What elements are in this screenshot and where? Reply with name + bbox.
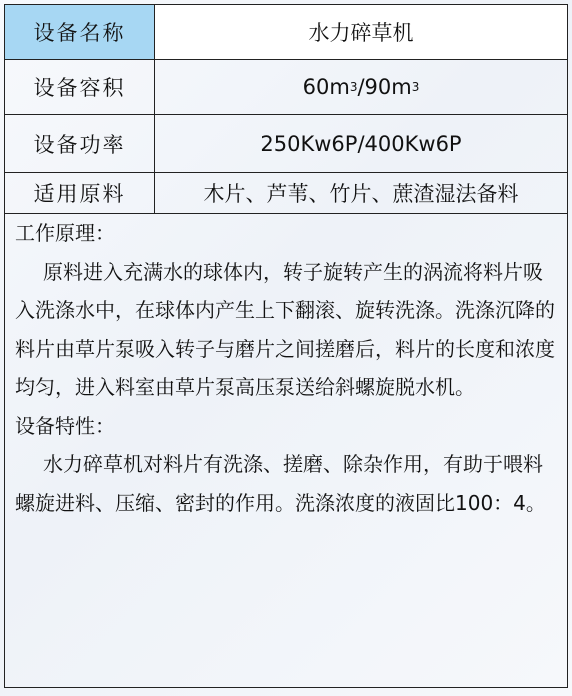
principle-text: 原料进入充满水的球体内，转子旋转产生的涡流将料片吸入洗涤水中，在球体内产生上下翻滚、旋转洗涤。洗涤沉降的料片由草片泵吸入转子与磨片之间搓磨后，料片的长度和浓度均匀，进入料室由草片泵高压泵送给斜螺旋脱水机。 bbox=[15, 259, 555, 399]
spec-value: 木片、芦苇、竹片、蔗渣湿法备料 bbox=[203, 182, 519, 206]
spec-row-power bbox=[5, 115, 567, 173]
features-text: 水力碎草机对料片有洗涤、搓磨、除杂作用，有助于喂料螺旋进料、压缩、密封的作用。洗涤浓度的液固比100：4。 bbox=[15, 452, 546, 515]
spec-value: 水力碎草机 bbox=[155, 5, 567, 59]
spec-label: 设备容积 bbox=[5, 60, 155, 114]
spec-sheet bbox=[4, 4, 568, 688]
description bbox=[5, 214, 567, 522]
spec-row-name bbox=[5, 5, 567, 60]
spec-label: 设备功率 bbox=[5, 115, 155, 172]
spec-label: 适用原料 bbox=[5, 173, 155, 213]
volume-b: /90m bbox=[357, 75, 412, 99]
volume-a: 60m bbox=[302, 75, 350, 99]
spec-row-material bbox=[5, 173, 567, 214]
volume-a-unit-exp: 3 bbox=[349, 80, 358, 94]
spec-value: 250Kw6P/400Kw6P bbox=[260, 131, 462, 156]
spec-row-volume bbox=[5, 60, 567, 115]
principle-heading: 工作原理： bbox=[15, 221, 115, 245]
spec-label: 设备名称 bbox=[5, 5, 155, 59]
volume-b-unit-exp: 3 bbox=[411, 80, 420, 94]
features-heading: 设备特性： bbox=[15, 413, 115, 438]
spec-value bbox=[155, 60, 567, 114]
